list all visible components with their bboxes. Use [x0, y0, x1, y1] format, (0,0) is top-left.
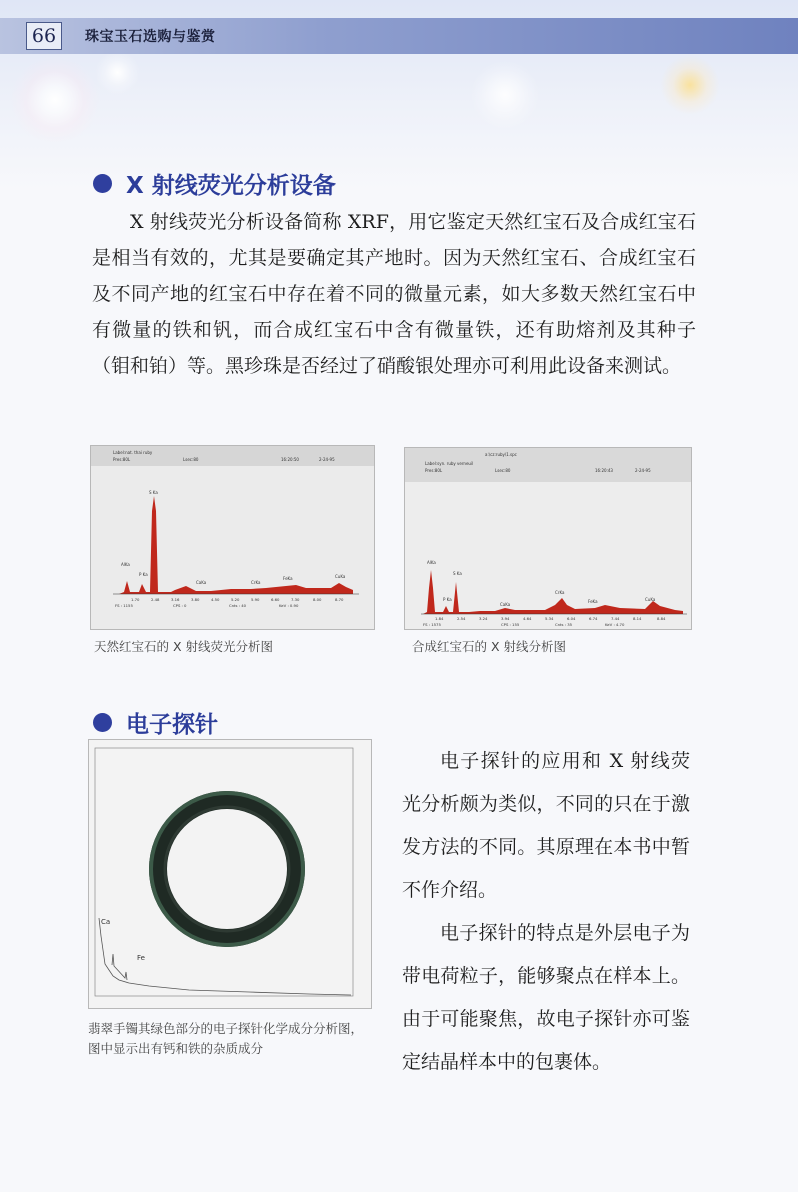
bullet-icon — [93, 713, 112, 732]
probe-analysis-figure — [88, 739, 372, 1009]
axis-tick: 3.94 — [501, 616, 510, 621]
figure-caption: 合成红宝石的 X 射线分析图 — [412, 639, 567, 654]
jade-bangle-image — [149, 791, 305, 947]
peak-label: AlKa — [121, 562, 130, 567]
axis-tick: 6.60 — [271, 597, 280, 602]
figure-caption: 天然红宝石的 X 射线荧光分析图 — [94, 639, 274, 654]
spectrum-footer: FS : 1155 — [115, 603, 133, 608]
axis-tick: 8.84 — [657, 616, 666, 621]
sparkle-icon — [470, 60, 540, 130]
axis-tick: 3.16 — [171, 597, 180, 602]
paragraph: X 射线荧光分析设备简称 XRF，用它鉴定天然红宝石及合成红宝石是相当有效的，尤其是要确定其产地时。因为天然红宝石、合成红宝石及不同产地的红宝石中存在着不同的微量元素，如大多数天然红宝石中有微量的铁和钒，而合成红宝石中含有微量铁，还有助熔剂及其种子（钼和铂）等。黑珍珠是否经过了硝酸银处理亦可利用此设备来测试。 — [92, 211, 696, 377]
spectrum-footer: KeV : 0.90 — [279, 603, 299, 608]
axis-tick: 2.54 — [457, 616, 466, 621]
axis-tick: 5.20 — [231, 597, 240, 602]
paragraph: 电子探针的应用和 X 射线荧光分析颇为类似，不同的只在于激发方法的不同。其原理在本书中暂不作介绍。 — [402, 750, 690, 901]
xrf-spectrum-synthetic — [404, 447, 692, 630]
spectrum-header: Pres:80L — [113, 457, 131, 462]
axis-tick: 7.44 — [611, 616, 620, 621]
sparkle-icon — [95, 50, 140, 95]
sparkle-icon — [10, 55, 100, 145]
axis-tick: 6.04 — [567, 616, 576, 621]
book-title: 珠宝玉石选购与鉴赏 — [85, 29, 216, 45]
axis-tick: 8.70 — [335, 597, 344, 602]
axis-tick: 4.64 — [523, 616, 532, 621]
peak-label: AlKa — [427, 560, 436, 565]
peak-label: CuKa — [645, 597, 656, 602]
spectrum-header: 16:20:50 — [281, 457, 299, 462]
peak-label: S Ka — [149, 490, 158, 495]
spectrum-plot — [405, 448, 691, 629]
spectrum-footer: KeV : 4.70 — [605, 622, 625, 627]
spectrum-header: 16:20:43 — [595, 468, 613, 473]
axis-tick: 8.00 — [313, 597, 322, 602]
spectrum-plot — [91, 446, 374, 629]
spectrum-header: a:\cz:ruby\1.spc — [485, 452, 517, 457]
peak-label: P Ka — [443, 597, 452, 602]
axis-tick: 8.14 — [633, 616, 642, 621]
sparkle-icon — [660, 55, 720, 115]
axis-tick: 4.50 — [211, 597, 220, 602]
spectrum-header: Label:nat. thai ruby — [113, 450, 153, 455]
spectrum-footer: Cnts : 40 — [229, 603, 247, 608]
axis-tick: 3.24 — [479, 616, 488, 621]
peak-label: FeKa — [588, 599, 598, 604]
spectrum-header: Lsec:80 — [183, 457, 199, 462]
section-heading-text: 电子探针 — [126, 712, 218, 738]
peak-label: Ca — [101, 918, 111, 926]
spectrum-footer: Cnts : 35 — [555, 622, 573, 627]
peak-label: FeKa — [283, 576, 293, 581]
section-heading-xrf — [93, 167, 336, 200]
figure-caption: 翡翠手镯其绿色部分的电子探针化学成分分析图，图中显示出有钙和铁的杂质成分 — [88, 1021, 364, 1056]
peak-label: CrKa — [251, 580, 261, 585]
bullet-icon — [93, 174, 112, 193]
axis-tick: 2.48 — [151, 597, 160, 602]
section-body-xrf — [92, 204, 696, 384]
axis-tick: 1.70 — [131, 597, 140, 602]
xrf-spectrum-natural — [90, 445, 375, 630]
axis-tick: 6.74 — [589, 616, 598, 621]
spectrum-footer: FS : 1575 — [423, 622, 441, 627]
peak-label: CaKa — [196, 580, 207, 585]
axis-tick: 3.80 — [191, 597, 200, 602]
section-heading-text: X 射线荧光分析设备 — [126, 173, 336, 199]
spectrum-header: Lsec:80 — [495, 468, 511, 473]
axis-tick: 5.90 — [251, 597, 260, 602]
peak-label: CaKa — [500, 602, 511, 607]
spectrum-header: Label:syn. ruby verneuil — [425, 461, 474, 466]
spectrum-header: 2-24-95 — [635, 468, 651, 473]
spectrum-header: 2-24-95 — [319, 457, 335, 462]
peak-label: CrKa — [555, 590, 565, 595]
axis-tick: 1.84 — [435, 616, 444, 621]
probe-spectrum-plot — [89, 740, 371, 1008]
spectrum-footer: CPS : 0 — [173, 603, 187, 608]
page-number: 66 — [26, 22, 62, 50]
axis-tick: 5.34 — [545, 616, 554, 621]
spectrum-header: Pres:80L — [425, 468, 443, 473]
paragraph: 电子探针的特点是外层电子为带电荷粒子，能够聚点在样本上。由于可能聚焦，故电子探针亦可鉴定结晶样本中的包裹体。 — [402, 922, 690, 1073]
section-heading-probe — [93, 706, 218, 739]
section-body-probe — [402, 740, 690, 1084]
peak-label: Fe — [137, 954, 145, 962]
peak-label: P Ka — [139, 572, 148, 577]
peak-label: CuKa — [335, 574, 346, 579]
spectrum-footer: CPS : 155 — [501, 622, 520, 627]
axis-tick: 7.30 — [291, 597, 300, 602]
peak-label: S Ka — [453, 571, 462, 576]
